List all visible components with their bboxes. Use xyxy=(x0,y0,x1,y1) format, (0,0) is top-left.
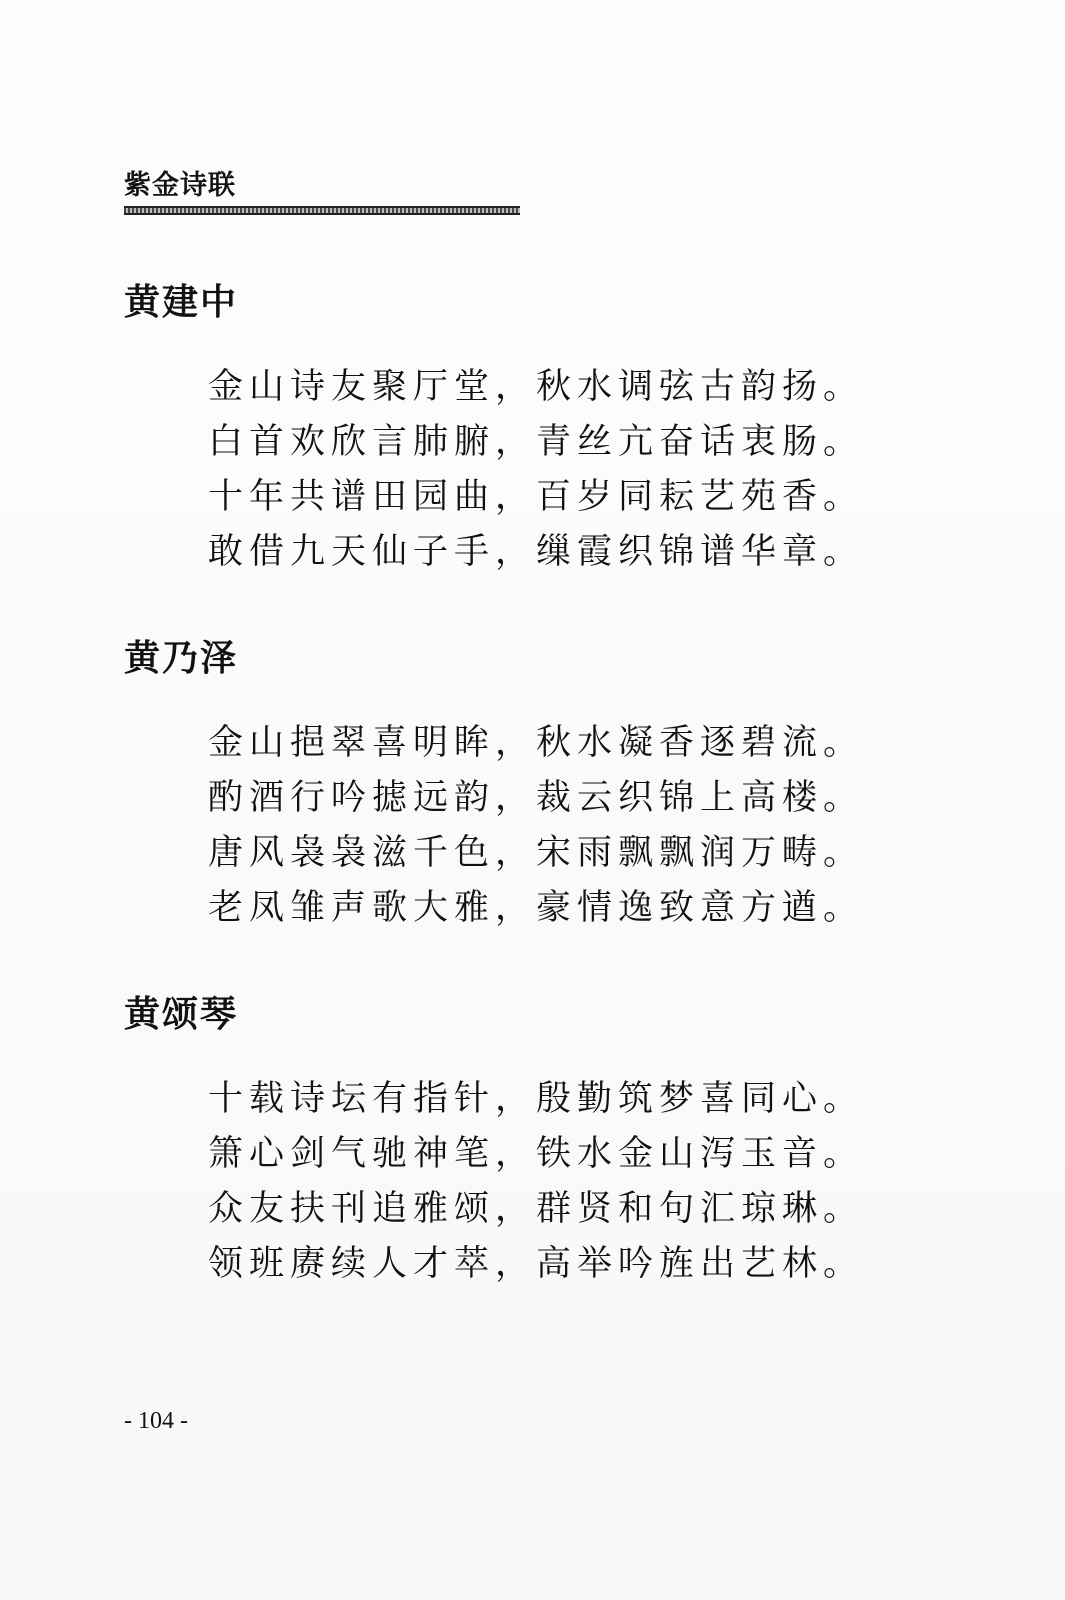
poem-line: 金山挹翠喜明眸，秋水凝香逐碧流。 xyxy=(208,723,865,763)
author-name: 黄乃泽 xyxy=(124,637,239,679)
poem-line: 唐风袅袅滋千色，宋雨飘飘润万畴。 xyxy=(208,833,865,873)
poem-line: 白首欢欣言肺腑，青丝亢奋话衷肠。 xyxy=(208,422,865,462)
poem-line: 十年共谱田园曲，百岁同耘艺苑香。 xyxy=(208,477,865,517)
poem-section-2 xyxy=(124,636,984,936)
poem-body xyxy=(208,360,984,580)
poem-line: 众友扶刊追雅颂，群贤和句汇琼琳。 xyxy=(208,1189,865,1229)
author-name: 黄颂琴 xyxy=(124,993,239,1035)
poem-line: 十载诗坛有指针，殷勤筑梦喜同心。 xyxy=(208,1079,865,1119)
page-number: - 104 - xyxy=(124,1408,188,1434)
poem-line: 箫心剑气驰神笔，铁水金山泻玉音。 xyxy=(208,1134,865,1174)
header-rule xyxy=(124,206,520,215)
running-header xyxy=(124,168,520,215)
poem-line: 领班赓续人才萃，高举吟旌出艺林。 xyxy=(208,1244,865,1284)
poem-line: 敢借九天仙子手，缫霞织锦谱华章。 xyxy=(208,532,865,572)
poem-section-1 xyxy=(124,280,984,580)
poem-line: 酌酒行吟摅远韵，裁云织锦上高楼。 xyxy=(208,778,865,818)
poem-line: 老凤雏声歌大雅，豪情逸致意方遒。 xyxy=(208,888,865,928)
poem-section-3 xyxy=(124,992,984,1292)
poem-body xyxy=(208,1072,984,1292)
header-title: 紫金诗联 xyxy=(124,170,236,201)
poem-line: 金山诗友聚厅堂，秋水调弦古韵扬。 xyxy=(208,367,865,407)
poem-body xyxy=(208,716,984,936)
author-name: 黄建中 xyxy=(124,281,239,323)
